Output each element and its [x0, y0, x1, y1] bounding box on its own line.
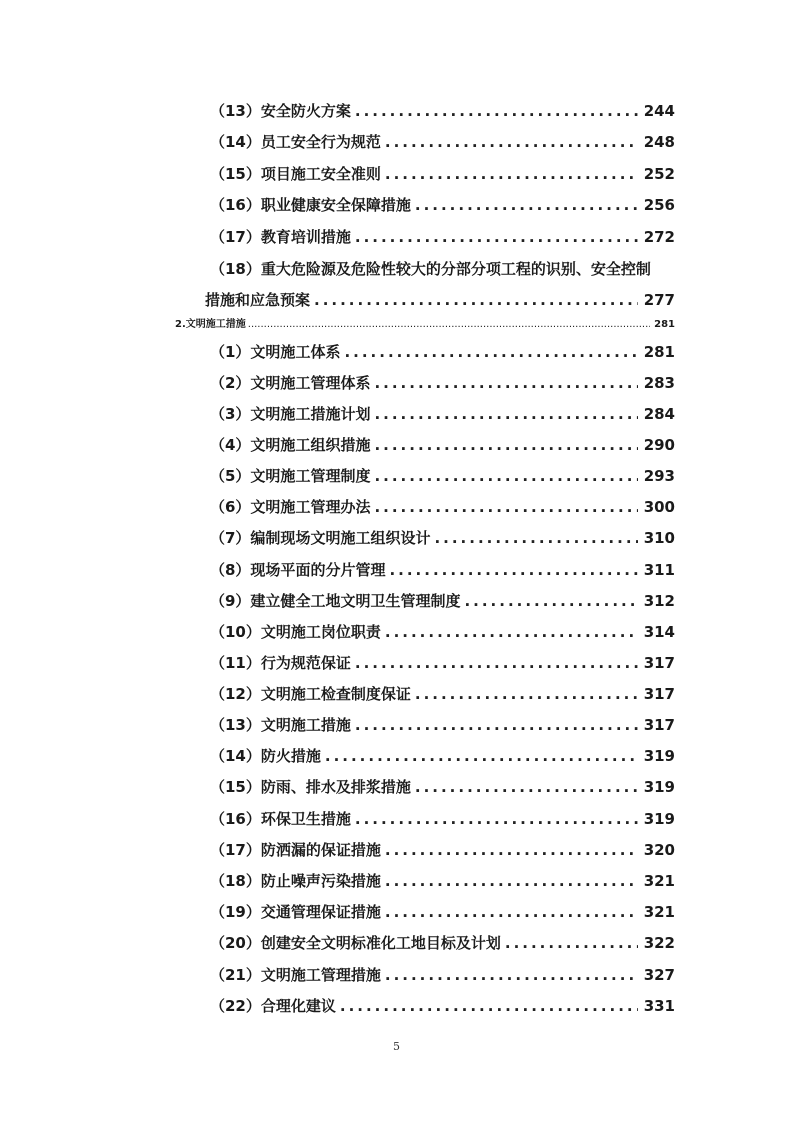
toc-page-number: 320 — [643, 841, 675, 859]
toc-leader-dots — [374, 494, 637, 520]
toc-entry[interactable] — [210, 619, 675, 645]
toc-page-number: 317 — [643, 654, 675, 672]
toc-entry[interactable] — [210, 192, 675, 218]
toc-leader-dots — [248, 317, 650, 333]
toc-page-number: 277 — [643, 291, 675, 309]
toc-entry-label: （12）文明施工检查制度保证 — [210, 685, 411, 703]
toc-leader-dots — [385, 962, 638, 988]
toc-entry-label: （14）防火措施 — [210, 747, 321, 765]
toc-entry-label: （20）创建安全文明标准化工地目标及计划 — [210, 934, 501, 952]
toc-entry-18-line1[interactable]: （18）重大危险源及危险性较大的分部分项工程的识别、安全控制 — [210, 260, 651, 278]
toc-page-number: 300 — [643, 498, 675, 516]
toc-page-number: 281 — [643, 343, 675, 361]
toc-page-number: 317 — [643, 716, 675, 734]
toc-entry[interactable] — [210, 588, 675, 614]
toc-entry[interactable] — [210, 712, 675, 738]
toc-leader-dots — [314, 287, 638, 313]
toc-leader-dots — [434, 525, 637, 551]
toc-leader-dots — [385, 129, 638, 155]
footer-page-number: 5 — [393, 1040, 400, 1053]
toc-entry-label: （6）文明施工管理办法 — [210, 498, 371, 516]
toc-entry[interactable] — [210, 494, 675, 520]
toc-entry-label: （4）文明施工组织措施 — [210, 436, 371, 454]
toc-entry[interactable] — [210, 650, 675, 676]
toc-leader-dots — [464, 588, 637, 614]
toc-entry[interactable] — [210, 743, 675, 769]
toc-page-number: 312 — [643, 592, 675, 610]
toc-entry-label: （5）文明施工管理制度 — [210, 467, 371, 485]
toc-page-number: 319 — [643, 747, 675, 765]
toc-page-number: 284 — [643, 405, 675, 423]
toc-leader-dots — [340, 993, 638, 1019]
toc-entry-label: （1）文明施工体系 — [210, 343, 341, 361]
toc-entry[interactable] — [210, 837, 675, 863]
toc-entry[interactable] — [210, 463, 675, 489]
toc-leader-dots — [385, 837, 638, 863]
toc-entry[interactable] — [210, 993, 675, 1019]
toc-entry-label: （10）文明施工岗位职责 — [210, 623, 381, 641]
toc-entry-label: （21）文明施工管理措施 — [210, 966, 381, 984]
toc-entry-label: （15）项目施工安全准则 — [210, 165, 381, 183]
toc-leader-dots — [415, 681, 638, 707]
toc-entry-18-line2[interactable] — [205, 287, 675, 313]
toc-entry[interactable] — [210, 401, 675, 427]
toc-page-number: 244 — [643, 102, 675, 120]
toc-entry-label: （22）合理化建议 — [210, 997, 336, 1015]
toc-section-heading[interactable] — [175, 317, 675, 333]
toc-entry-label: （11）行为规范保证 — [210, 654, 351, 672]
toc-entry-label: （15）防雨、排水及排浆措施 — [210, 778, 411, 796]
toc-leader-dots — [355, 650, 638, 676]
toc-leader-dots — [374, 370, 637, 396]
toc-entry[interactable] — [210, 129, 675, 155]
toc-leader-dots — [374, 432, 637, 458]
toc-leader-dots — [325, 743, 638, 769]
toc-entry-label: （14）员工安全行为规范 — [210, 133, 381, 151]
toc-entry[interactable] — [210, 806, 675, 832]
toc-entry-label: （17）防洒漏的保证措施 — [210, 841, 381, 859]
toc-page-number: 283 — [643, 374, 675, 392]
toc-leader-dots — [355, 224, 638, 250]
toc-entry[interactable] — [210, 962, 675, 988]
toc-leader-dots — [385, 899, 638, 925]
toc-page-number: 319 — [643, 778, 675, 796]
toc-entry-label: （3）文明施工措施计划 — [210, 405, 371, 423]
toc-section-label: 2.文明施工措施 — [175, 319, 246, 330]
toc-entry-label: （17）教育培训措施 — [210, 228, 351, 246]
toc-page-number: 314 — [643, 623, 675, 641]
toc-page-number: 321 — [643, 872, 675, 890]
toc-page-number: 252 — [643, 165, 675, 183]
toc-entry-label: （19）交通管理保证措施 — [210, 903, 381, 921]
toc-leader-dots — [415, 192, 638, 218]
toc-page-number: 311 — [643, 561, 675, 579]
toc-entry[interactable] — [210, 370, 675, 396]
toc-entry[interactable] — [210, 339, 675, 365]
toc-entry[interactable] — [210, 161, 675, 187]
toc-page-number: 327 — [643, 966, 675, 984]
toc-entry[interactable] — [210, 224, 675, 250]
toc-entry-label: （8）现场平面的分片管理 — [210, 561, 386, 579]
toc-entry[interactable] — [210, 525, 675, 551]
toc-page-number: 319 — [643, 810, 675, 828]
toc-page-number: 290 — [643, 436, 675, 454]
toc-entry-label: （18）防止噪声污染措施 — [210, 872, 381, 890]
toc-leader-dots — [355, 98, 638, 124]
toc-page-number: 248 — [643, 133, 675, 151]
toc-entry-label: 措施和应急预案 — [205, 291, 311, 309]
toc-entry-label: （13）安全防火方案 — [210, 102, 351, 120]
toc-entry[interactable] — [210, 868, 675, 894]
toc-entry-label: （13）文明施工措施 — [210, 716, 351, 734]
toc-page-number: 293 — [643, 467, 675, 485]
toc-leader-dots — [415, 774, 638, 800]
toc-leader-dots — [385, 161, 638, 187]
toc-entry[interactable] — [210, 557, 675, 583]
toc-entry[interactable] — [210, 774, 675, 800]
toc-entry-label: （16）环保卫生措施 — [210, 810, 351, 828]
toc-leader-dots — [344, 339, 637, 365]
toc-leader-dots — [374, 463, 637, 489]
toc-page-number: 331 — [643, 997, 675, 1015]
toc-entry[interactable] — [210, 899, 675, 925]
toc-page-number: 322 — [643, 934, 675, 952]
toc-entry[interactable] — [210, 98, 675, 124]
toc-leader-dots — [385, 868, 638, 894]
toc-entry-label: （7）编制现场文明施工组织设计 — [210, 529, 431, 547]
toc-leader-dots — [385, 619, 638, 645]
toc-page-number: 256 — [643, 196, 675, 214]
toc-leader-dots — [355, 806, 638, 832]
toc-entry-label: （2）文明施工管理体系 — [210, 374, 371, 392]
toc-page-number: 281 — [654, 319, 675, 330]
toc-page-number: 317 — [643, 685, 675, 703]
toc-leader-dots — [505, 930, 638, 956]
toc-page-number: 310 — [643, 529, 675, 547]
toc-entry-label: （9）建立健全工地文明卫生管理制度 — [210, 592, 461, 610]
toc-leader-dots — [355, 712, 638, 738]
toc-entry[interactable] — [210, 432, 675, 458]
toc-leader-dots — [389, 557, 637, 583]
toc-entry[interactable] — [210, 930, 675, 956]
toc-entry-label: （16）职业健康安全保障措施 — [210, 196, 411, 214]
toc-leader-dots — [374, 401, 637, 427]
toc-page-number: 272 — [643, 228, 675, 246]
toc-page-number: 321 — [643, 903, 675, 921]
toc-entry[interactable] — [210, 681, 675, 707]
